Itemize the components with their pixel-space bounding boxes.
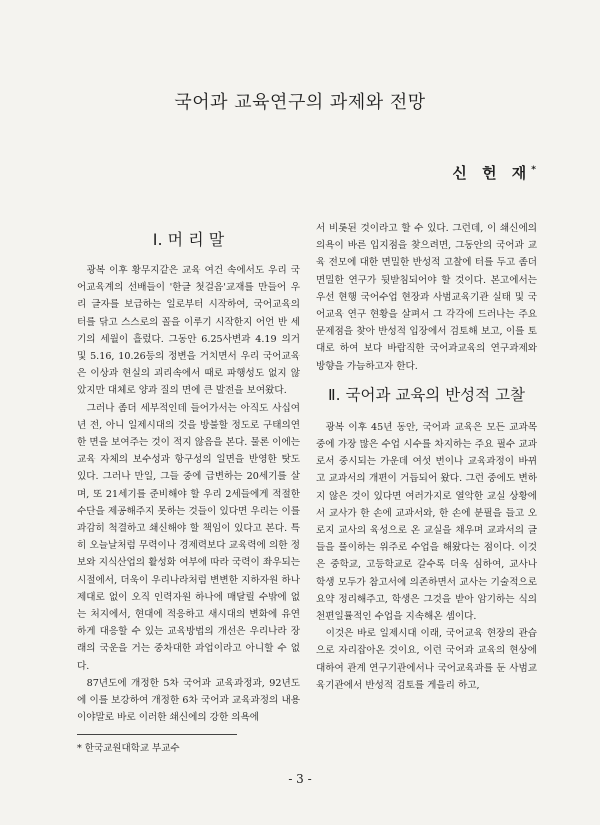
section-1-paragraph-1: 광복 이후 황무지같은 교육 여건 속에서도 우리 국어교육계의 선배들이 '한글 첫걸음'교재를 만들어 우리 글자를 보급하는 일로부터 시작하여, 국어교육의 터를 닦고 스스로의 꼴을 이루기 시작한지 어언 반 세기의 세월이 흘렀다. 그동안 6.25사변과 4.19 의거 및 5.16, 10.26등의 정변을 거치면서 우리 국어교육은 이상과 현실의 괴리속에서 때로 파행성도 없지 않았지만 대체로 양과 질의 면에 큰 발전을 보여왔다. — [77, 265, 300, 397]
section-1-paragraph-2: 그러나 좀더 세부적인데 들어가서는 아직도 사십여년 전, 아니 일제시대의 것을 방불할 정도로 구태의연한 면을 보여주는 것이 적지 않음을 본다. 물론 이에는 교육 자체의 보수성과 항구성의 일면을 반영한 탓도 있다. 그러나 만일, 그들 중에 급변하는 20세기를 살며, 또 21세기를 준비해야 할 우리 2세들에게 적절한 수단을 제공해주지 못하는 것들이 있다면 우리는 이를 과감히 척결하고 쇄신해야 할 책임이 있다고 본다. 특히 오늘날처럼 무력이나 경제력보다 교육력에 의한 정보와 지식산업의 활성화 여부에 따라 국력이 좌우되는 시절에서, 더욱이 우리나라처럼 변변한 지하자원 하나 제대로 없이 오직 인력자원 하나에 매달릴 수밖에 없는 처지에서, 현대에 적응하고 새시대의 변화에 유연하게 대응할 수 있는 교육방법의 개선은 우리나라 장래의 국운을 거는 중차대한 과업이라고 아니할 수 없다. — [77, 402, 300, 672]
author-footnote-mark: * — [531, 165, 536, 175]
section-2-paragraph-1: 광복 이후 45년 동안, 국어과 교육은 모든 교과목중에 가장 많은 수업 시수를 차지하는 주요 필수 교과로서 중시되는 가운데 여섯 번이나 교육과정이 바뀌고 교과서의 개편이 거듭되어 왔다. 그런 중에도 변하지 않은 것이 있다면 여러가지로 열악한 교실 상황에서 교사가 한 손에 교과서와, 한 손에 분필을 들고 오로지 교사의 육성으로 온 교실을 채우며 교과서의 글들을 풀이하는 위주로 수업을 해왔다는 점이다. 이것은 중학교, 고등학교로 갈수록 더욱 심하여, 교사나 학생 모두가 참고서에 의존하면서 교사는 기술적으로 요약 정리해주고, 학생은 그것을 받아 암기하는 식의 천편일률적인 수업을 지속해온 셈이다. — [316, 421, 537, 623]
section-1-heading: Ⅰ. 머 리 말 — [152, 230, 225, 249]
footnote: * 한국교원대학교 부교수 — [77, 743, 180, 754]
article-author — [452, 162, 536, 183]
article-title: 국어과 교육연구의 과제와 전망 — [174, 92, 426, 113]
section-1-continued-paragraph: 서 비롯된 것이라고 할 수 있다. 그런데, 이 쇄신에의 의욕이 바른 입지점을 찾으려면, 그동안의 국어과 교육 전모에 대한 면밀한 반성적 고찰에 터를 두고 좀더 면밀한 연구가 뒷받침되어야 할 것이다. 본고에서는 우선 현행 국어수업 현장과 사범교육기관 실태 및 국어교육 연구 현황을 살펴서 그 각각에 드러나는 주요 문제점을 찾아 반성적 입장에서 검토해 보고, 이를 토대로 하여 보다 바람직한 국어과교육의 연구과제와 방향을 가늠하고자 한다. — [316, 223, 537, 372]
section-1-paragraph-3: 87년도에 개정한 5차 국어과 교육과정과, 92년도에 이를 보강하여 개정한 6차 국어과 교육과정의 내용이야말로 바로 이러한 쇄신에의 강한 의욕에 — [77, 677, 300, 724]
right-column — [316, 220, 537, 694]
left-column — [77, 220, 300, 726]
section-2-heading: Ⅱ. 국어과 교육의 반성적 고찰 — [328, 385, 525, 404]
author-name: 신 헌 재 — [452, 164, 532, 182]
section-2-paragraph-2: 이것은 바로 일제시대 이래, 국어교육 현장의 관습으로 자리잡아온 것이요, 이런 국어과 교육의 현상에 대하여 관계 연구기관에서나 국어교육과를 둔 사범교육기관에서 반성적 검토를 게을리 하고, — [316, 628, 537, 691]
page-number: - 3 - — [288, 772, 312, 786]
footnote-divider — [77, 734, 237, 735]
